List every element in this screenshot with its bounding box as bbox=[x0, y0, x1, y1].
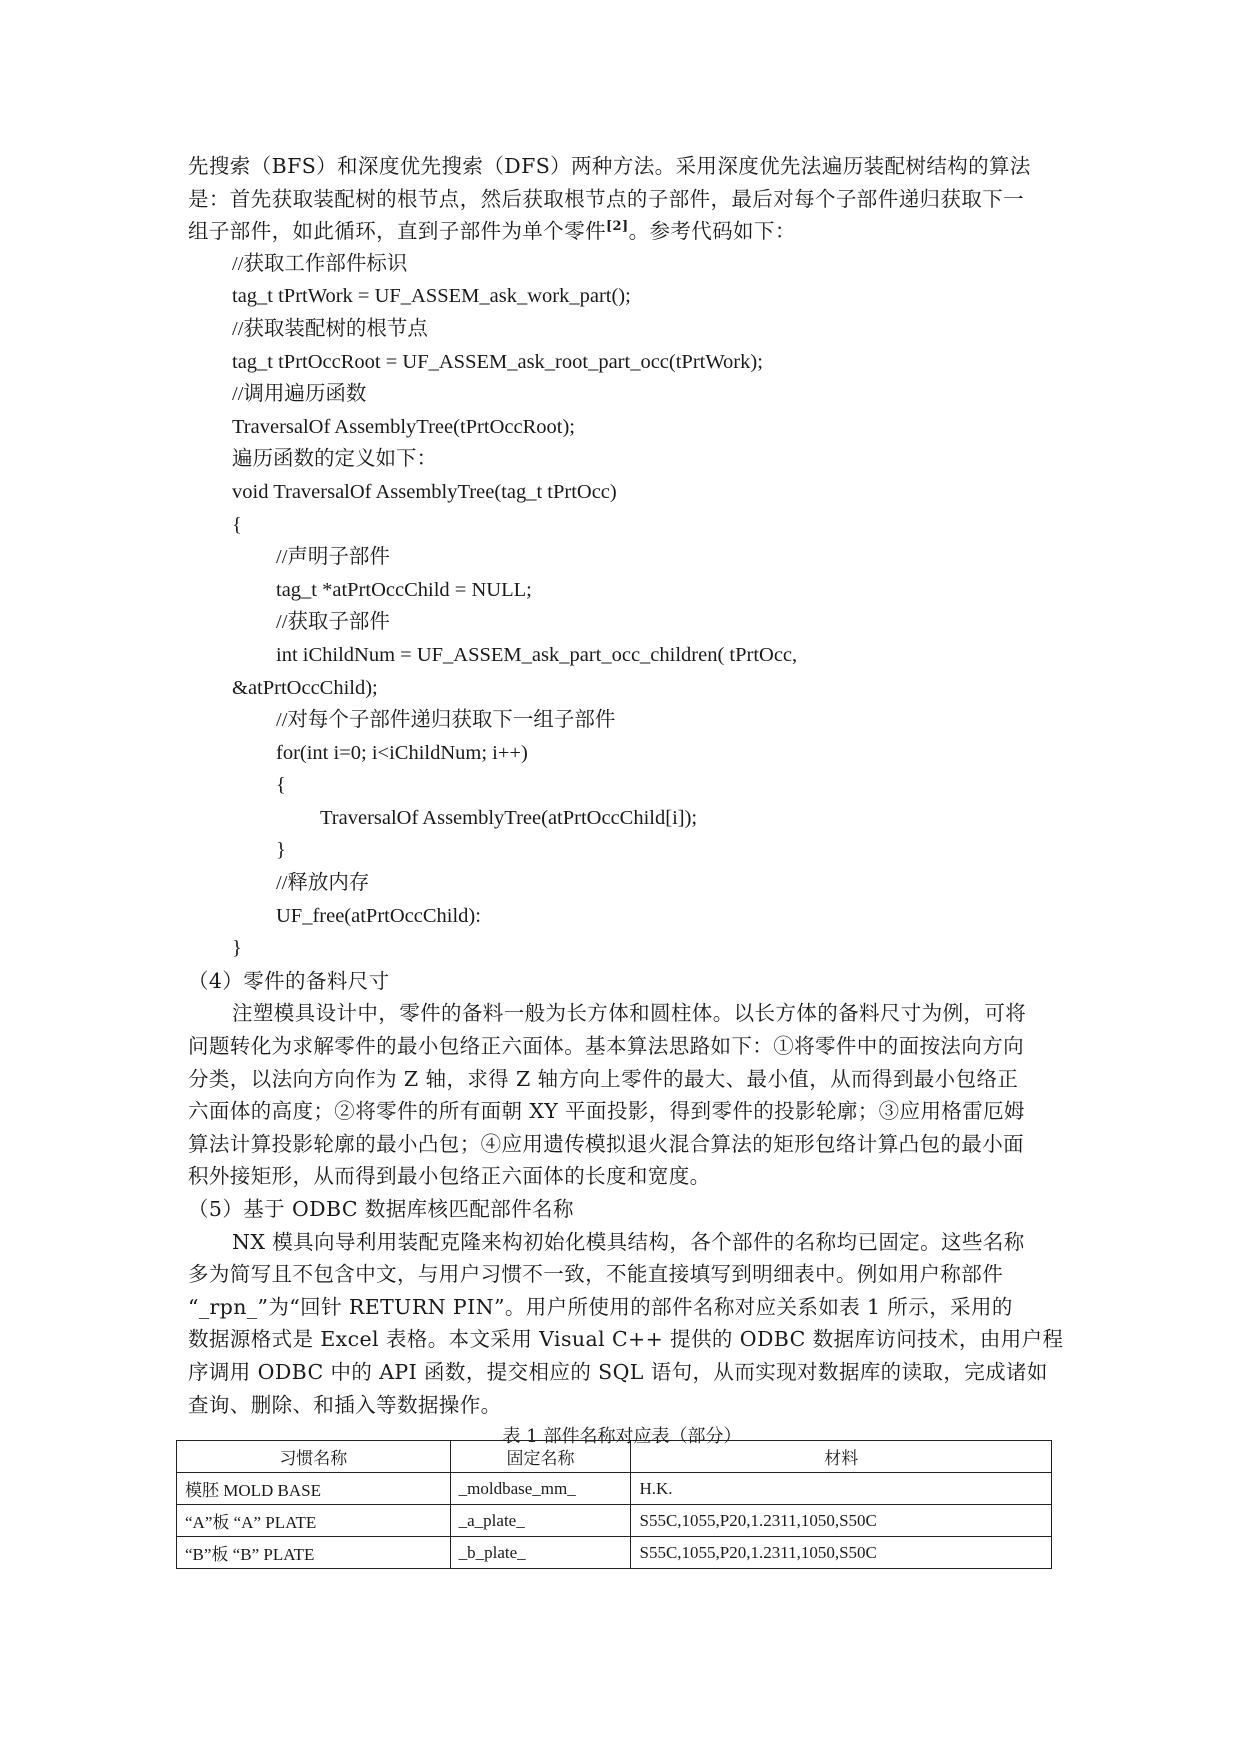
code-line: { bbox=[276, 774, 286, 797]
code-line: //声明子部件 bbox=[276, 546, 390, 569]
code-line: tag_t tPrtOccRoot = UF_ASSEM_ask_root_part_occ(tPrtWork); bbox=[232, 350, 763, 373]
paragraph-line: “_rpn_”为“回针 RETURN PIN”。用户所使用的部件名称对应关系如表 1 所示，采用的 bbox=[188, 1294, 1013, 1319]
intro-line-3 bbox=[188, 215, 1056, 248]
code-line: tag_t *atPrtOccChild = NULL; bbox=[276, 578, 532, 601]
paragraph-line: 问题转化为求解零件的最小包络正六面体。基本算法思路如下：①将零件中的面按法向方向 bbox=[188, 1034, 1024, 1059]
code-line: UF_free(atPrtOccChild): bbox=[276, 904, 481, 927]
column-header-fixed-name: 固定名称 bbox=[450, 1441, 631, 1473]
code-line: void TraversalOf AssemblyTree(tag_t tPrtOcc) bbox=[232, 480, 617, 503]
citation-ref: [2] bbox=[606, 219, 629, 235]
code-line: //释放内存 bbox=[276, 872, 370, 895]
table-row bbox=[177, 1537, 1052, 1569]
document-page bbox=[188, 150, 1064, 1455]
table-cell: “B”板 “B” PLATE bbox=[177, 1537, 451, 1569]
section-5-heading: （5）基于 ODBC 数据库核匹配部件名称 bbox=[188, 1197, 574, 1221]
paragraph-line: 注塑模具设计中，零件的备料一般为长方体和圆柱体。以长方体的备料尺寸为例，可将 bbox=[232, 1001, 1027, 1026]
paragraph-line: 算法计算投影轮廓的最小凸包；④应用遗传模拟退火混合算法的矩形包络计算凸包的最小面 bbox=[188, 1131, 1024, 1156]
intro-line-3-tail: 。参考代码如下： bbox=[628, 219, 796, 244]
code-line: int iChildNum = UF_ASSEM_ask_part_occ_children( tPrtOcc, bbox=[276, 643, 798, 666]
code-line: TraversalOf AssemblyTree(atPrtOccChild[i]); bbox=[320, 806, 698, 829]
table-cell: _moldbase_mm_ bbox=[450, 1473, 631, 1505]
code-line: &atPrtOccChild); bbox=[232, 676, 378, 699]
intro-line-1: 先搜索（BFS）和深度优先搜索（DFS）两种方法。采用深度优先法遍历装配树结构的算法 bbox=[188, 154, 1031, 178]
table-cell: _a_plate_ bbox=[450, 1505, 631, 1537]
part-name-table bbox=[176, 1440, 1052, 1569]
column-header-common-name: 习惯名称 bbox=[177, 1441, 451, 1473]
code-line: for(int i=0; i<iChildNum; i++) bbox=[276, 741, 528, 764]
paragraph-line: 分类，以法向方向作为 Z 轴，求得 Z 轴方向上零件的最大、最小值，从而得到最小包络正 bbox=[188, 1066, 1019, 1091]
code-line: //获取子部件 bbox=[276, 611, 390, 634]
table-row bbox=[177, 1473, 1052, 1505]
code-line: { bbox=[232, 513, 242, 536]
paragraph-line: 多为简写且不包含中文，与用户习惯不一致，不能直接填写到明细表中。例如用户称部件 bbox=[188, 1262, 1004, 1287]
code-line: } bbox=[232, 937, 242, 960]
code-line: //对每个子部件递归获取下一组子部件 bbox=[276, 709, 616, 732]
table-cell: “A”板 “A” PLATE bbox=[177, 1505, 451, 1537]
code-line: //获取装配树的根节点 bbox=[232, 317, 428, 340]
code-line: TraversalOf AssemblyTree(tPrtOccRoot); bbox=[232, 415, 575, 438]
column-header-material: 材料 bbox=[631, 1441, 1052, 1473]
paragraph-line: NX 模具向导利用装配克隆来构初始化模具结构，各个部件的名称均已固定。这些名称 bbox=[232, 1229, 1025, 1254]
table-header-row bbox=[177, 1441, 1052, 1473]
table-caption: 表 1 部件名称对应表（部分） bbox=[502, 1426, 742, 1448]
code-line: 遍历函数的定义如下： bbox=[232, 448, 437, 471]
paragraph-line: 六面体的高度；②将零件的所有面朝 XY 平面投影，得到零件的投影轮廓；③应用格雷厄姆 bbox=[188, 1099, 1025, 1124]
section-4-heading: （4）零件的备料尺寸 bbox=[188, 968, 390, 993]
paragraph-line: 积外接矩形，从而得到最小包络正六面体的长度和宽度。 bbox=[188, 1164, 711, 1189]
intro-line-2: 是：首先获取装配树的根节点，然后获取根节点的子部件，最后对每个子部件递归获取下一 bbox=[188, 186, 1024, 211]
code-line: //调用遍历函数 bbox=[232, 383, 367, 406]
code-line: tag_t tPrtWork = UF_ASSEM_ask_work_part(); bbox=[232, 285, 631, 308]
code-line: } bbox=[276, 839, 286, 862]
table-cell: S55C,1055,P20,1.2311,1050,S50C bbox=[631, 1537, 1052, 1569]
table-cell: H.K. bbox=[631, 1473, 1052, 1505]
table-row bbox=[177, 1505, 1052, 1537]
table-cell: 模胚 MOLD BASE bbox=[177, 1473, 451, 1505]
table-cell: _b_plate_ bbox=[450, 1537, 631, 1569]
table-cell: S55C,1055,P20,1.2311,1050,S50C bbox=[631, 1505, 1052, 1537]
paragraph-line: 数据源格式是 Excel 表格。本文采用 Visual C++ 提供的 ODBC 数据库访问技术，由用户程 bbox=[188, 1327, 1064, 1352]
intro-line-3-text: 组子部件，如此循环，直到子部件为单个零件 bbox=[188, 219, 606, 244]
code-line: //获取工作部件标识 bbox=[232, 252, 408, 275]
paragraph-line: 序调用 ODBC 中的 API 函数，提交相应的 SQL 语句，从而实现对数据库的读取，完成诸如 bbox=[188, 1359, 1048, 1384]
paragraph-line: 查询、删除、和插入等数据操作。 bbox=[188, 1392, 502, 1417]
